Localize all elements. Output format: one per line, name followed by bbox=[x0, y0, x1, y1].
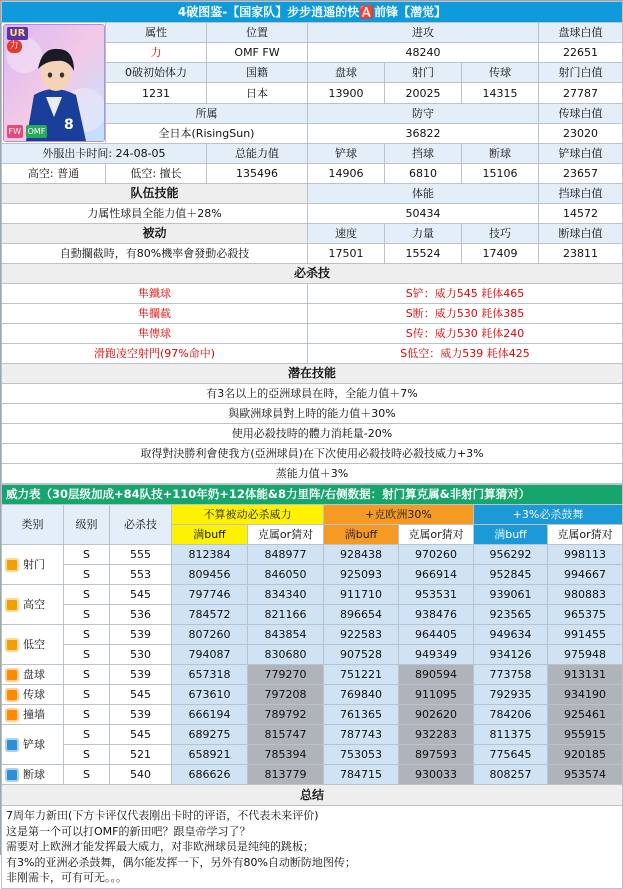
power-value: 813779 bbox=[248, 765, 324, 785]
power-row bbox=[2, 625, 623, 645]
value-stamina: 50434 bbox=[308, 204, 539, 224]
power-skill-value: 536 bbox=[110, 605, 172, 625]
power-value: 830680 bbox=[248, 645, 324, 665]
power-value: 911095 bbox=[399, 685, 474, 705]
summary-line: 这是第一个可以打OMF的新田吧？跟皇帝学习了？ bbox=[6, 824, 251, 838]
value-speed: 17501 bbox=[308, 244, 385, 264]
power-row bbox=[2, 565, 623, 585]
power-value: 902620 bbox=[399, 705, 474, 725]
value-intercept-base: 23811 bbox=[539, 244, 623, 264]
value-attack: 48240 bbox=[308, 43, 539, 63]
power-subheader: 克属or猜对 bbox=[248, 525, 324, 545]
power-value: 938476 bbox=[399, 605, 474, 625]
header-pass: 传球 bbox=[462, 63, 539, 83]
power-skill-value: 539 bbox=[110, 625, 172, 645]
power-table bbox=[1, 484, 623, 889]
power-value: 920185 bbox=[548, 745, 623, 765]
header-defense: 防守 bbox=[308, 103, 539, 123]
power-value: 928438 bbox=[324, 545, 399, 565]
value-nationality: 日本 bbox=[207, 83, 308, 103]
summary-title: 总结 bbox=[2, 785, 623, 806]
power-row bbox=[2, 585, 623, 605]
header-technique: 技巧 bbox=[462, 224, 539, 244]
power-value: 955915 bbox=[548, 725, 623, 745]
power-header-europe: +克欧洲30% bbox=[324, 505, 474, 525]
latent-skill-item: 取得對決勝利會使我方(亞洲球員)在下次使用必殺技時必殺技威力+3% bbox=[2, 444, 623, 464]
power-value: 998113 bbox=[548, 545, 623, 565]
power-value: 666194 bbox=[172, 705, 248, 725]
header-latent-skills: 潜在技能 bbox=[2, 364, 623, 384]
special-skill-info: S铲：威力545 耗体465 bbox=[308, 284, 623, 304]
power-skill-value: 545 bbox=[110, 685, 172, 705]
power-value: 896654 bbox=[324, 605, 399, 625]
power-value: 775645 bbox=[474, 745, 548, 765]
summary-text bbox=[2, 806, 623, 889]
power-value: 815747 bbox=[248, 725, 324, 745]
header-team-skill: 队伍技能 bbox=[2, 184, 308, 204]
power-value: 809456 bbox=[172, 565, 248, 585]
power-level: S bbox=[64, 765, 110, 785]
power-value: 751221 bbox=[324, 665, 399, 685]
latent-skill-item: 有3名以上的亞洲球員在時，全能力值＋7% bbox=[2, 384, 623, 404]
header-dribble-base: 盘球白值 bbox=[539, 23, 623, 43]
value-block: 6810 bbox=[385, 164, 462, 184]
power-value: 673610 bbox=[172, 685, 248, 705]
header-dribble: 盘球 bbox=[308, 63, 385, 83]
power-value: 890594 bbox=[399, 665, 474, 685]
header-position: 位置 bbox=[207, 23, 308, 43]
power-category-label: 断球 bbox=[23, 767, 45, 781]
card-portrait bbox=[2, 23, 106, 144]
power-value: 843854 bbox=[248, 625, 324, 645]
power-level: S bbox=[64, 565, 110, 585]
power-value: 956292 bbox=[474, 545, 548, 565]
value-initial-stamina: 1231 bbox=[106, 83, 207, 103]
power-category-label: 铲球 bbox=[23, 737, 45, 751]
power-category-cell bbox=[2, 625, 64, 665]
power-value: 808257 bbox=[474, 765, 548, 785]
card-info-table bbox=[1, 1, 623, 484]
power-value: 975948 bbox=[548, 645, 623, 665]
power-value: 753053 bbox=[324, 745, 399, 765]
power-value: 939061 bbox=[474, 585, 548, 605]
power-value: 911710 bbox=[324, 585, 399, 605]
value-block-base: 14572 bbox=[539, 204, 623, 224]
power-level: S bbox=[64, 625, 110, 645]
value-pass-base: 23020 bbox=[539, 123, 623, 143]
power-skill-value: 539 bbox=[110, 665, 172, 685]
power-value: 787743 bbox=[324, 725, 399, 745]
power-value: 797746 bbox=[172, 585, 248, 605]
power-category-label: 低空 bbox=[23, 637, 45, 651]
power-level: S bbox=[64, 705, 110, 725]
power-skill-value: 545 bbox=[110, 725, 172, 745]
power-category-label: 高空 bbox=[23, 597, 45, 611]
ur-badge: UR bbox=[7, 27, 29, 40]
power-skill-value: 521 bbox=[110, 745, 172, 765]
dribble-icon bbox=[5, 668, 19, 682]
power-skill-value: 540 bbox=[110, 765, 172, 785]
power-value: 686626 bbox=[172, 765, 248, 785]
power-value: 784206 bbox=[474, 705, 548, 725]
power-level: S bbox=[64, 685, 110, 705]
power-value: 689275 bbox=[172, 725, 248, 745]
power-value: 897593 bbox=[399, 745, 474, 765]
power-value: 930033 bbox=[399, 765, 474, 785]
power-value: 784572 bbox=[172, 605, 248, 625]
power-value: 779270 bbox=[248, 665, 324, 685]
power-value: 797208 bbox=[248, 685, 324, 705]
value-total-ability: 135496 bbox=[207, 164, 308, 184]
power-row bbox=[2, 705, 623, 725]
power-value: 949349 bbox=[399, 645, 474, 665]
power-category-cell bbox=[2, 705, 64, 725]
power-header-category: 类别 bbox=[2, 505, 64, 545]
power-skill-value: 539 bbox=[110, 705, 172, 725]
value-tackle-base: 23657 bbox=[539, 164, 623, 184]
header-block: 挡球 bbox=[385, 144, 462, 164]
value-shoot-base: 27787 bbox=[539, 83, 623, 103]
intercept-icon bbox=[5, 768, 19, 782]
power-value: 965375 bbox=[548, 605, 623, 625]
header-tackle: 铲球 bbox=[308, 144, 385, 164]
power-subheader: 满buff bbox=[474, 525, 548, 545]
power-row bbox=[2, 665, 623, 685]
special-skill-name: 隼鐵球 bbox=[2, 284, 308, 304]
power-value: 657318 bbox=[172, 665, 248, 685]
value-power: 15524 bbox=[385, 244, 462, 264]
summary-line: 7周年力新田(下方卡评仅代表刚出卡时的评语，不代表未来评价) bbox=[6, 809, 319, 822]
header-power: 力量 bbox=[385, 224, 462, 244]
power-row bbox=[2, 765, 623, 785]
power-skill-value: 553 bbox=[110, 565, 172, 585]
power-category-cell bbox=[2, 685, 64, 705]
header-total-ability: 总能力值 bbox=[207, 144, 308, 164]
power-value: 773758 bbox=[474, 665, 548, 685]
power-value: 811375 bbox=[474, 725, 548, 745]
header-pass-base: 传球白值 bbox=[539, 103, 623, 123]
power-value: 953574 bbox=[548, 765, 623, 785]
power-level: S bbox=[64, 645, 110, 665]
pass-icon bbox=[5, 688, 19, 702]
header-intercept: 断球 bbox=[462, 144, 539, 164]
value-tackle: 14906 bbox=[308, 164, 385, 184]
power-category-cell bbox=[2, 765, 64, 785]
header-special-skills: 必杀技 bbox=[2, 264, 623, 284]
power-skill-value: 555 bbox=[110, 545, 172, 565]
latent-skill-item: 蒸能力值＋3% bbox=[2, 464, 623, 484]
power-subheader: 克属or猜对 bbox=[548, 525, 623, 545]
power-skill-value: 530 bbox=[110, 645, 172, 665]
value-defense: 36822 bbox=[308, 123, 539, 143]
header-attribute: 属性 bbox=[106, 23, 207, 43]
summary-line: 非刚需卡，可有可无。。。 bbox=[6, 871, 127, 884]
header-team: 所属 bbox=[106, 103, 308, 123]
power-value: 953531 bbox=[399, 585, 474, 605]
shoot-icon bbox=[5, 558, 19, 572]
special-skill-name: 隼傳球 bbox=[2, 324, 308, 344]
power-subheader: 满buff bbox=[172, 525, 248, 545]
wall-icon bbox=[5, 708, 19, 722]
special-skill-info: S传：威力530 耗体240 bbox=[308, 324, 623, 344]
value-technique: 17409 bbox=[462, 244, 539, 264]
position-tag-fw: FW bbox=[8, 127, 22, 136]
header-stamina: 体能 bbox=[308, 184, 539, 204]
low-icon bbox=[5, 638, 19, 652]
power-table-title: 威力表（30层级加成+84队技+110年奶+12体能&8力里阵/右侧数据：射门算克属&非射门算猜对） bbox=[2, 485, 623, 505]
summary-line: 有3%的亚洲必杀鼓舞，偶尔能发挥一下，另外有80%自动断防地图传； bbox=[6, 855, 356, 869]
power-level: S bbox=[64, 605, 110, 625]
power-value: 925461 bbox=[548, 705, 623, 725]
header-initial-stamina: 0破初始体力 bbox=[106, 63, 207, 83]
power-row bbox=[2, 685, 623, 705]
player-card-image bbox=[3, 24, 105, 142]
power-category-label: 盘球 bbox=[23, 667, 45, 681]
special-skill-info: S断：威力530 耗体385 bbox=[308, 304, 623, 324]
power-value: 784715 bbox=[324, 765, 399, 785]
header-block-base: 挡球白值 bbox=[539, 184, 623, 204]
value-passive: 自動攔截時，有80%機率會發動必殺技 bbox=[2, 244, 308, 264]
value-attribute: 力 bbox=[106, 43, 207, 63]
power-category-cell bbox=[2, 665, 64, 685]
attribute-badge: 力 bbox=[7, 40, 22, 53]
power-value: 907528 bbox=[324, 645, 399, 665]
power-value: 952845 bbox=[474, 565, 548, 585]
power-row bbox=[2, 745, 623, 765]
power-row bbox=[2, 545, 623, 565]
svg-text:8: 8 bbox=[63, 117, 74, 133]
power-header-level: 级别 bbox=[64, 505, 110, 545]
power-value: 994667 bbox=[548, 565, 623, 585]
value-dribble: 13900 bbox=[308, 83, 385, 103]
power-level: S bbox=[64, 585, 110, 605]
value-pass: 14315 bbox=[462, 83, 539, 103]
latent-skill-item: 使用必殺技時的體力消耗量-20% bbox=[2, 424, 623, 444]
power-value: 934126 bbox=[474, 645, 548, 665]
header-speed: 速度 bbox=[308, 224, 385, 244]
value-position: OMF FW bbox=[207, 43, 308, 63]
power-header-inspire: +3%必杀鼓舞 bbox=[474, 505, 623, 525]
power-row bbox=[2, 725, 623, 745]
release-date: 外服出卡时间: 24-08-05 bbox=[2, 144, 207, 164]
power-value: 913131 bbox=[548, 665, 623, 685]
position-tag-omf: OMF bbox=[27, 127, 46, 136]
tackle-icon bbox=[5, 738, 19, 752]
power-value: 949634 bbox=[474, 625, 548, 645]
power-category-cell bbox=[2, 545, 64, 585]
special-skill-name: 隼攔截 bbox=[2, 304, 308, 324]
high-icon bbox=[5, 598, 19, 612]
power-value: 991455 bbox=[548, 625, 623, 645]
power-value: 922583 bbox=[324, 625, 399, 645]
value-team-skill: 力属性球員全能力值＋28% bbox=[2, 204, 308, 224]
power-skill-value: 545 bbox=[110, 585, 172, 605]
power-level: S bbox=[64, 745, 110, 765]
power-value: 964405 bbox=[399, 625, 474, 645]
power-value: 934190 bbox=[548, 685, 623, 705]
power-value: 834340 bbox=[248, 585, 324, 605]
summary-line: 需要对上欧洲才能发挥最大威力，对非欧洲球员是纯纯的跳板； bbox=[6, 840, 314, 853]
power-value: 848977 bbox=[248, 545, 324, 565]
header-nationality: 国籍 bbox=[207, 63, 308, 83]
power-value: 812384 bbox=[172, 545, 248, 565]
value-high-ball: 高空: 普通 bbox=[2, 164, 106, 184]
header-shoot: 射门 bbox=[385, 63, 462, 83]
value-intercept: 15106 bbox=[462, 164, 539, 184]
power-value: 923565 bbox=[474, 605, 548, 625]
power-value: 970260 bbox=[399, 545, 474, 565]
power-category-label: 射门 bbox=[23, 557, 45, 571]
value-team: 全日本(RisingSun) bbox=[106, 123, 308, 143]
power-category-cell bbox=[2, 585, 64, 625]
power-value: 658921 bbox=[172, 745, 248, 765]
power-value: 789792 bbox=[248, 705, 324, 725]
power-header-no-passive: 不算被动必杀威力 bbox=[172, 505, 324, 525]
special-skill-name: 滑跑凌空射門(97%命中) bbox=[2, 344, 308, 364]
power-row bbox=[2, 645, 623, 665]
power-row bbox=[2, 605, 623, 625]
power-value: 821166 bbox=[248, 605, 324, 625]
header-shoot-base: 射门白值 bbox=[539, 63, 623, 83]
power-value: 980883 bbox=[548, 585, 623, 605]
power-value: 966914 bbox=[399, 565, 474, 585]
header-attack: 进攻 bbox=[308, 23, 539, 43]
power-level: S bbox=[64, 665, 110, 685]
power-value: 761365 bbox=[324, 705, 399, 725]
power-subheader: 满buff bbox=[324, 525, 399, 545]
power-value: 769840 bbox=[324, 685, 399, 705]
power-value: 932283 bbox=[399, 725, 474, 745]
header-passive: 被动 bbox=[2, 224, 308, 244]
header-intercept-base: 断球白值 bbox=[539, 224, 623, 244]
power-category-label: 撞墙 bbox=[23, 707, 45, 721]
power-category-label: 传球 bbox=[23, 687, 45, 701]
power-level: S bbox=[64, 545, 110, 565]
value-dribble-base: 22651 bbox=[539, 43, 623, 63]
special-skill-info: S低空：威力539 耗体425 bbox=[308, 344, 623, 364]
power-level: S bbox=[64, 725, 110, 745]
value-shoot: 20025 bbox=[385, 83, 462, 103]
power-value: 794087 bbox=[172, 645, 248, 665]
header-tackle-base: 铲球白值 bbox=[539, 144, 623, 164]
power-value: 785394 bbox=[248, 745, 324, 765]
power-value: 925093 bbox=[324, 565, 399, 585]
power-value: 846050 bbox=[248, 565, 324, 585]
page-title: 4破图鉴-【国家队】步步逍遥的快🅰️前锋【潜觉】 bbox=[2, 2, 623, 23]
power-category-cell bbox=[2, 725, 64, 765]
value-low-ball: 低空: 擅长 bbox=[106, 164, 207, 184]
power-value: 792935 bbox=[474, 685, 548, 705]
power-header-skill: 必杀技 bbox=[110, 505, 172, 545]
power-value: 807260 bbox=[172, 625, 248, 645]
power-subheader: 克属or猜对 bbox=[399, 525, 474, 545]
latent-skill-item: 與歐洲球員對上時的能力值＋30% bbox=[2, 404, 623, 424]
